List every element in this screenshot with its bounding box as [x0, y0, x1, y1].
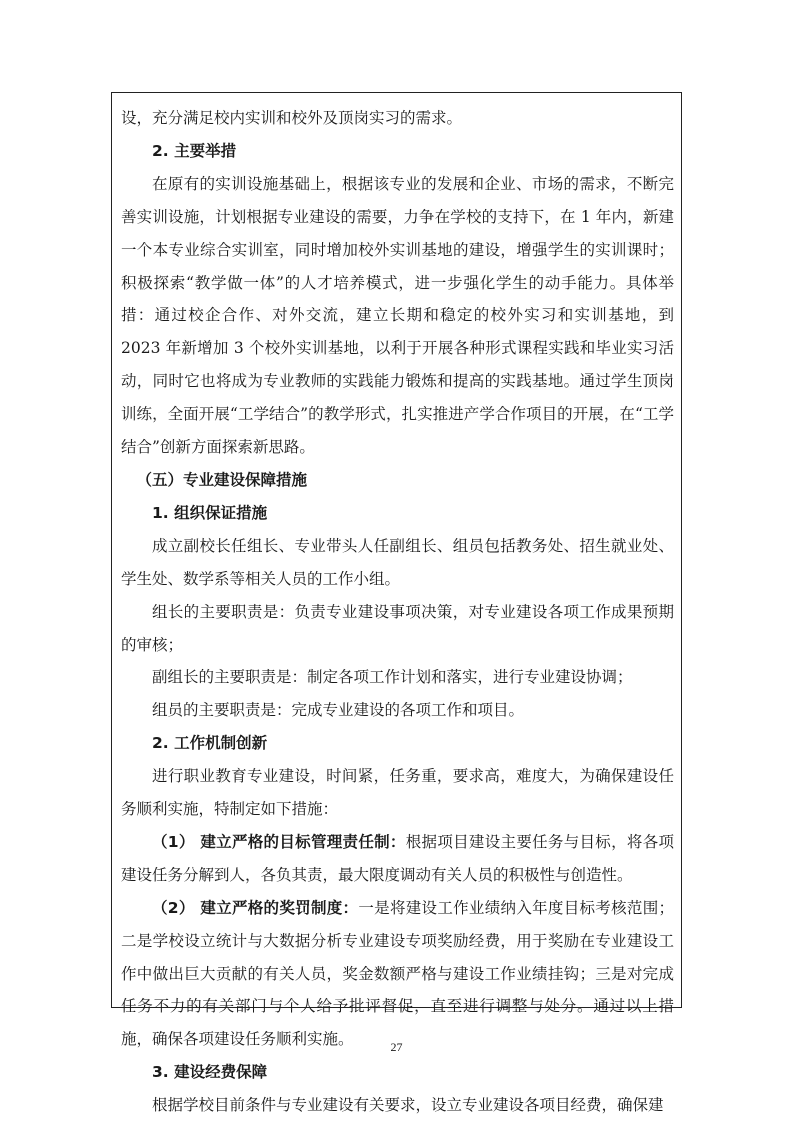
paragraph: 进行职业教育专业建设，时间紧，任务重，要求高，难度大，为确保建设任务顺利实施，特制定如下措施：: [121, 767, 674, 819]
document-body: [121, 102, 674, 1122]
measure-lead: （2） 建立严格的奖罚制度：: [152, 898, 359, 917]
page-number: 27: [390, 1040, 403, 1054]
section-heading: 2. 工作机制创新: [152, 734, 268, 753]
paragraph: [121, 892, 674, 1057]
paragraph: 根据学校目前条件与专业建设有关要求，设立专业建设各项目经费，确保建: [152, 1096, 664, 1115]
paragraph: 设，充分满足校内实训和校外及顶岗实习的需求。: [121, 109, 463, 127]
paragraph: 组长的主要职责是：负责专业建设事项决策，对专业建设各项工作成果预期的审核；: [121, 602, 674, 654]
measure-lead: （1） 建立严格的目标管理责任制：: [152, 832, 406, 851]
measure-body: 一是将建设工作业绩纳入年度目标考核范围；二是学校设立统计与大数据分析专业建设专项奖励经费，用于奖励在专业建设工作中做出巨大贡献的有关人员，奖金数额严格与建设工作业绩挂钩；三是对完成任务不力的有关部门与个人给予批评督促，直至进行调整与处分。通过以上措施，确保各项建设任务顺利实施。: [121, 898, 674, 1049]
section-heading: 2. 主要举措: [152, 141, 237, 160]
paragraph: 组员的主要职责是：完成专业建设的各项工作和项目。: [152, 701, 525, 720]
section-heading: 1. 组织保证措施: [152, 503, 268, 522]
paragraph: 副组长的主要职责是：制定各项工作计划和落实，进行专业建设协调；: [152, 668, 633, 687]
chapter-heading: （五）专业建设保障措施: [136, 470, 308, 489]
paragraph: 成立副校长任组长、专业带头人任副组长、组员包括教务处、招生就业处、学生处、数学系等相关人员的工作小组。: [121, 536, 674, 588]
section-heading: 3. 建设经费保障: [152, 1063, 268, 1082]
paragraph: 在原有的实训设施基础上，根据该专业的发展和企业、市场的需求，不断完善实训设施，计划根据专业建设的需要，力争在学校的支持下，在 1 年内，新建一个本专业综合实训室，同时增加校外实训基地的建设，增强学生的实训课时；积极探索“教学做一体”的人才培养模式，进一步强化学生的动手能力。具体举措：通过校企合作、对外交流，建立长期和稳定的校外实习和实训基地，到 2023 年新增加 3 个校外实训基地，以利于开展各种形式课程实践和毕业实习活动，同时它也将成为专业教师的实践能力锻炼和提高的实践基地。通过学生顶岗训练，全面开展“工学结合”的教学形式，扎实推进产学合作项目的开展，在“工学结合”创新方面探索新思路。: [121, 174, 674, 457]
measure-body: 根据项目建设主要任务与目标，将各项建设任务分解到人，各负其责，最大限度调动有关人员的积极性与创造性。: [121, 832, 674, 884]
paragraph: [121, 826, 674, 892]
